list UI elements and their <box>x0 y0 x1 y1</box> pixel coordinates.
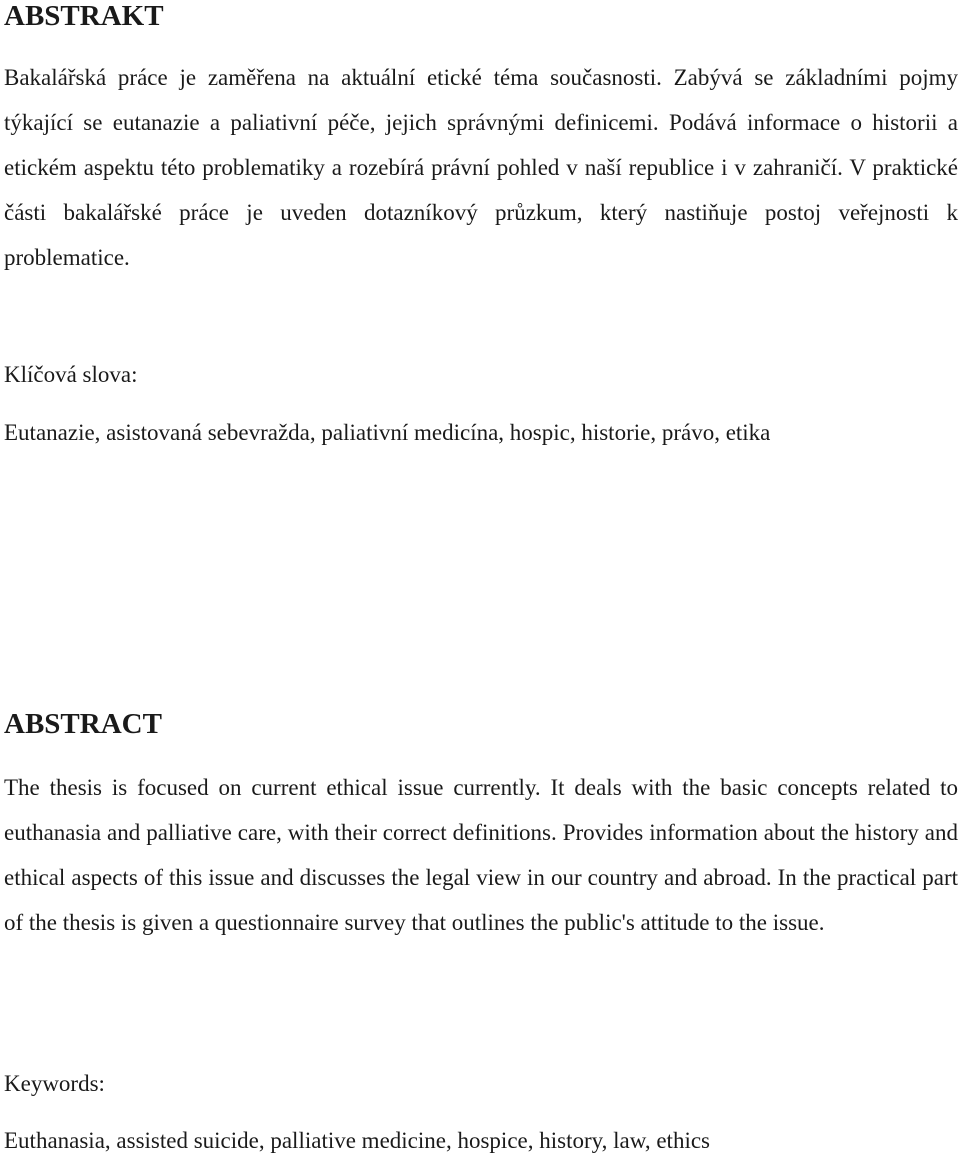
czech-keywords-label: Klíčová slova: <box>4 362 138 387</box>
english-keywords-label: Keywords: <box>4 1071 105 1096</box>
english-abstract-heading: ABSTRACT <box>4 708 162 740</box>
english-keywords-text: Euthanasia, assisted suicide, palliative medicine, hospice, history, law, ethics <box>4 1128 710 1153</box>
czech-keywords-text: Eutanazie, asistovaná sebevražda, paliativní medicína, hospic, historie, právo, etika <box>4 420 771 445</box>
czech-abstract-body: Bakalářská práce je zaměřena na aktuální etické téma současnosti. Zabývá se základními pojmy týkající se eutanazie a paliativní péče, jejich správnými definicemi. Podává informace o historii a etickém aspektu této problematiky a rozebírá právní pohled v naší republice i v zahraničí. V praktické části bakalářské práce je uveden dotazníkový průzkum, který nastiňuje postoj veřejnosti k problematice. <box>4 65 958 270</box>
czech-abstract-heading: ABSTRAKT <box>4 0 164 32</box>
english-abstract-body: The thesis is focused on current ethical issue currently. It deals with the basic concepts related to euthanasia and palliative care, with their correct definitions. Provides information about the history and ethical aspects of this issue and discusses the legal view in our country and abroad. In the practical part of the thesis is given a questionnaire survey that outlines the public's attitude to the issue. <box>4 775 958 935</box>
